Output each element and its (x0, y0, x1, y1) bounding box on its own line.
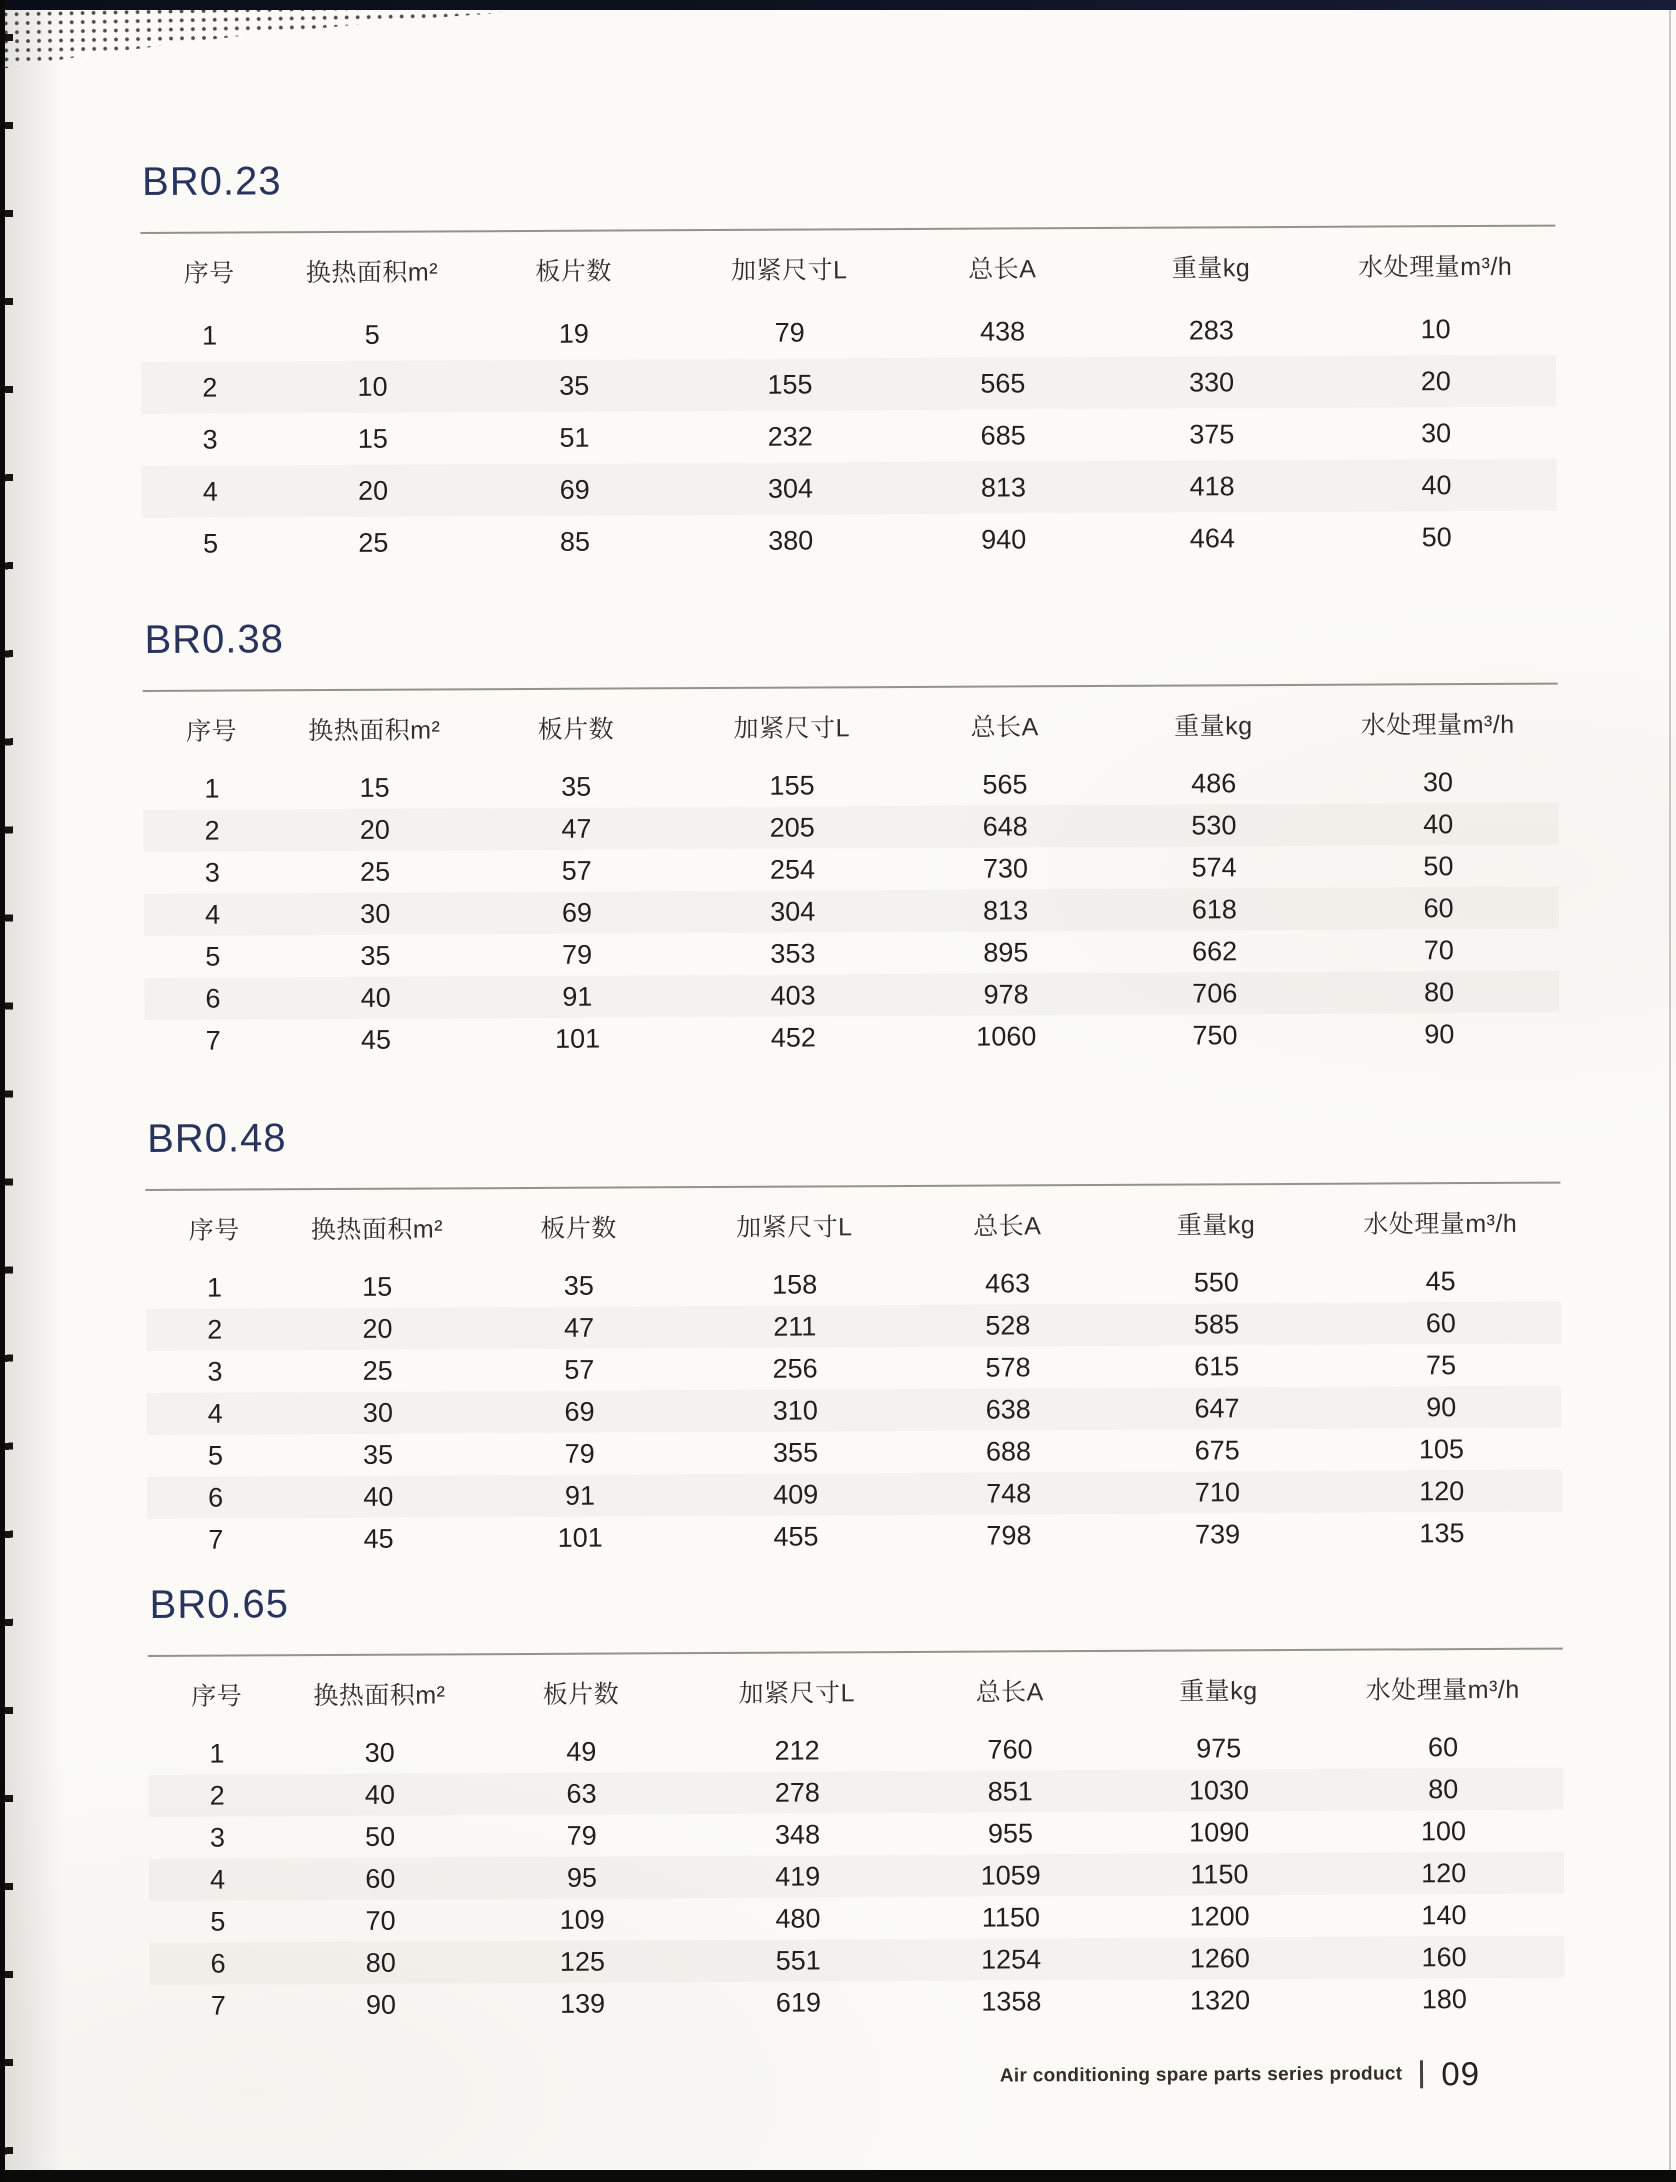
column-header: 水处理量m³/h (1363, 1209, 1518, 1239)
cell: 35 (466, 359, 681, 412)
cell: 464 (1189, 522, 1236, 554)
cell: 30 (284, 1391, 472, 1434)
cell: 254 (769, 853, 816, 885)
cell: 486 (1191, 767, 1237, 799)
table-row (147, 1428, 1562, 1477)
cell: 895 (983, 936, 1029, 968)
cell: 6 (149, 1942, 286, 1985)
cell: 5 (207, 1440, 224, 1471)
cell: 40 (1318, 803, 1559, 846)
cell: 1150 (1115, 1853, 1323, 1896)
cell: 4 (144, 893, 281, 936)
cell: 30 (1422, 766, 1454, 797)
cell: 80 (1319, 971, 1560, 1014)
cell: 750 (1192, 1019, 1238, 1051)
page-footer (150, 2055, 1480, 2100)
table-row (149, 1810, 1564, 1859)
page-content (140, 153, 1565, 2093)
table-row (148, 1768, 1563, 1817)
table-row (145, 1013, 1560, 1062)
cell: 813 (899, 461, 1109, 514)
column-header: 换热面积m² (308, 716, 441, 746)
cell: 60 (286, 1857, 474, 1900)
cell: 256 (772, 1352, 818, 1384)
cell: 79 (774, 317, 805, 348)
column-header: 加紧尺寸L (738, 1679, 856, 1708)
cell: 35 (363, 1439, 394, 1470)
cell: 135 (1419, 1517, 1465, 1548)
column-header: 换热面积m² (313, 1681, 446, 1711)
table-head (145, 1184, 1560, 1267)
cell: 15 (357, 423, 388, 454)
table-head (140, 227, 1555, 310)
cell: 1059 (906, 1854, 1116, 1897)
cell: 63 (474, 1772, 689, 1815)
cell: 940 (981, 523, 1027, 555)
column-header: 板片数 (535, 257, 612, 286)
table-rule (148, 1648, 1565, 2027)
cell: 90 (1424, 1018, 1455, 1049)
cell: 310 (687, 1389, 904, 1432)
cell: 975 (1196, 1732, 1242, 1763)
cell: 3 (209, 1822, 226, 1853)
cell: 20 (283, 1307, 471, 1350)
table-row (149, 1852, 1564, 1901)
cell: 160 (1324, 1936, 1565, 1979)
table-rule (140, 225, 1557, 570)
cell: 158 (772, 1268, 818, 1300)
column-header: 加紧尺寸L (731, 256, 848, 285)
cell: 647 (1113, 1387, 1321, 1430)
cell: 1 (209, 1738, 225, 1769)
cell: 2 (146, 1308, 283, 1351)
product-section (140, 153, 1557, 570)
table-row (144, 845, 1559, 894)
cell: 20 (1315, 355, 1556, 408)
cell: 375 (1189, 418, 1235, 450)
cell: 798 (986, 1519, 1032, 1551)
header-row (145, 1184, 1560, 1267)
section-title: BR0.48 (147, 1116, 287, 1161)
cell: 5 (203, 528, 219, 559)
cell: 4 (146, 1392, 283, 1435)
cell: 278 (689, 1771, 906, 1814)
cell: 15 (362, 1271, 393, 1302)
cell: 45 (363, 1523, 394, 1554)
halftone-dot-pattern (0, 0, 581, 72)
column-header: 水处理量m³/h (1365, 1675, 1520, 1705)
cell: 57 (564, 1354, 595, 1385)
cell: 419 (689, 1855, 906, 1898)
cell: 57 (561, 855, 592, 886)
table-row (146, 1386, 1561, 1435)
cell: 528 (903, 1304, 1113, 1347)
cell: 5 (364, 319, 380, 350)
cell: 50 (1423, 850, 1454, 881)
cell: 452 (770, 1021, 816, 1053)
cell: 3 (204, 857, 220, 888)
cell: 978 (901, 973, 1111, 1016)
cell: 50 (1421, 521, 1452, 552)
header-row (140, 227, 1555, 310)
table-row (146, 1344, 1561, 1393)
cell: 40 (282, 976, 470, 1019)
cell: 125 (475, 1940, 690, 1983)
cell: 15 (359, 772, 390, 803)
sections-container (140, 153, 1565, 2027)
footer-divider (1420, 2060, 1423, 2088)
table-row (142, 511, 1557, 570)
cell: 47 (469, 807, 684, 850)
column-header: 重量kg (1174, 712, 1253, 741)
table-body (146, 1260, 1563, 1561)
table-body (141, 303, 1557, 570)
spec-table (145, 1184, 1562, 1561)
cell: 5 (205, 941, 221, 972)
cell: 51 (559, 422, 590, 453)
cell: 638 (903, 1388, 1113, 1431)
cell: 30 (281, 892, 469, 935)
column-header: 加紧尺寸L (733, 714, 851, 743)
cell: 304 (684, 890, 901, 933)
cell: 675 (1194, 1434, 1240, 1465)
table-rule (143, 683, 1560, 1062)
cell: 109 (559, 1904, 605, 1935)
cell: 120 (1321, 1470, 1562, 1513)
cell: 1060 (976, 1020, 1037, 1052)
table-row (146, 1260, 1561, 1309)
table-row (141, 303, 1556, 362)
cell: 648 (900, 805, 1110, 848)
table-head (148, 1650, 1563, 1733)
column-header: 换热面积m² (305, 258, 439, 288)
cell: 139 (560, 1988, 606, 2019)
cell: 25 (358, 527, 389, 558)
header-row (148, 1650, 1563, 1733)
table-row (149, 1936, 1564, 1985)
cell: 40 (1316, 459, 1557, 512)
cell: 45 (1425, 1265, 1456, 1296)
cell: 49 (566, 1736, 597, 1767)
cell: 1260 (1116, 1937, 1324, 1980)
cell: 79 (562, 939, 593, 970)
cell: 1254 (906, 1938, 1116, 1981)
cell: 2 (148, 1774, 285, 1817)
cell: 565 (898, 357, 1108, 410)
table-row (147, 1512, 1562, 1561)
cell: 688 (985, 1435, 1032, 1467)
spec-table (143, 685, 1560, 1062)
cell: 70 (365, 1905, 396, 1936)
cell: 95 (474, 1856, 689, 1899)
cell: 101 (554, 1023, 601, 1054)
table-rule (145, 1182, 1562, 1561)
cell: 438 (980, 315, 1026, 347)
cell: 1090 (1189, 1816, 1250, 1848)
cell: 615 (1194, 1350, 1240, 1381)
product-section (145, 1110, 1562, 1561)
column-header: 总长A (975, 1678, 1044, 1707)
column-header: 序号 (183, 259, 235, 288)
product-section (147, 1576, 1564, 2027)
cell: 10 (278, 360, 466, 413)
cell: 685 (980, 419, 1026, 451)
column-header: 重量kg (1176, 1211, 1256, 1240)
cell: 69 (472, 1390, 687, 1433)
cell: 35 (561, 771, 592, 802)
cell: 7 (208, 1524, 224, 1555)
cell: 353 (770, 937, 816, 969)
cell: 730 (982, 852, 1029, 884)
cell: 2 (141, 361, 279, 414)
column-header: 总长A (970, 713, 1039, 742)
cell: 19 (558, 318, 589, 349)
cell: 550 (1193, 1266, 1239, 1297)
cell: 455 (773, 1520, 819, 1552)
spec-table (148, 1650, 1565, 2027)
header-row (143, 685, 1558, 768)
cell: 739 (1195, 1518, 1241, 1549)
cell: 155 (682, 358, 899, 411)
column-header: 总长A (968, 255, 1037, 284)
cell: 40 (286, 1773, 474, 1816)
cell: 50 (365, 1821, 396, 1852)
cell: 35 (563, 1270, 594, 1301)
column-header: 板片数 (537, 715, 615, 744)
column-header: 加紧尺寸L (736, 1213, 853, 1242)
cell: 3 (207, 1356, 223, 1387)
scan-right-edge-line (1669, 10, 1671, 2170)
table-row (143, 803, 1558, 852)
cell: 4 (142, 465, 280, 518)
cell: 40 (284, 1475, 472, 1518)
cell: 105 (1418, 1433, 1465, 1464)
table-row (141, 355, 1556, 414)
page-number: 09 (1441, 2055, 1481, 2093)
cell: 155 (769, 769, 815, 801)
cell: 60 (1318, 887, 1559, 930)
cell: 100 (1420, 1815, 1467, 1846)
column-header: 序号 (191, 1682, 243, 1711)
cell: 7 (205, 1025, 221, 1056)
cell: 85 (559, 526, 591, 557)
cell: 585 (1112, 1303, 1320, 1346)
column-header: 总长A (973, 1212, 1042, 1241)
cell: 355 (772, 1436, 819, 1468)
section-title: BR0.38 (144, 617, 285, 662)
cell: 20 (281, 808, 469, 851)
cell: 565 (982, 768, 1028, 800)
cell: 418 (1108, 460, 1316, 513)
table-row (150, 1978, 1565, 2027)
cell: 1200 (1189, 1900, 1250, 1932)
cell: 211 (687, 1305, 904, 1348)
cell: 851 (905, 1770, 1115, 1813)
cell: 45 (360, 1024, 392, 1055)
footer-caption: Air conditioning spare parts series product (999, 2063, 1403, 2087)
column-header: 板片数 (540, 1214, 617, 1243)
cell: 70 (1423, 934, 1454, 965)
cell: 1 (201, 320, 218, 351)
cell: 760 (987, 1733, 1033, 1765)
cell: 25 (362, 1355, 393, 1386)
cell: 140 (1421, 1899, 1467, 1930)
table-body (143, 761, 1560, 1062)
spec-table (140, 227, 1557, 570)
table-row (141, 407, 1556, 466)
section-title: BR0.23 (141, 159, 282, 204)
cell: 530 (1110, 804, 1318, 847)
cell: 662 (1191, 935, 1238, 967)
table-head (143, 685, 1558, 768)
cell: 91 (470, 975, 685, 1018)
cell: 813 (901, 889, 1111, 932)
scan-left-torn-edge (0, 0, 5, 2182)
scan-bottom-edge (0, 2170, 1676, 2182)
cell: 710 (1113, 1471, 1321, 1514)
cell: 79 (564, 1438, 595, 1469)
cell: 6 (144, 977, 281, 1020)
table-body (148, 1726, 1565, 2027)
cell: 69 (469, 891, 684, 934)
cell: 35 (360, 940, 391, 971)
cell: 574 (1191, 851, 1237, 883)
table-row (147, 1470, 1562, 1519)
table-row (146, 1302, 1561, 1351)
cell: 101 (557, 1522, 603, 1553)
table-row (144, 887, 1559, 936)
scan-top-edge (0, 0, 1676, 10)
cell: 403 (685, 974, 902, 1017)
cell: 1 (204, 773, 220, 804)
cell: 1320 (1189, 1984, 1251, 2016)
cell: 380 (768, 524, 814, 556)
column-header: 板片数 (542, 1680, 620, 1709)
cell: 409 (687, 1473, 904, 1516)
cell: 91 (472, 1474, 687, 1517)
table-row (143, 761, 1558, 810)
column-header: 序号 (186, 717, 238, 746)
cell: 578 (985, 1351, 1031, 1383)
cell: 60 (1427, 1731, 1459, 1762)
cell: 75 (1425, 1349, 1457, 1380)
cell: 90 (1321, 1386, 1562, 1429)
cell: 90 (365, 1989, 397, 2020)
cell: 3 (202, 424, 218, 455)
cell: 1 (206, 1272, 223, 1303)
cell: 30 (364, 1737, 395, 1768)
cell: 283 (1188, 314, 1234, 346)
table-row (144, 929, 1559, 978)
cell: 30 (1421, 417, 1452, 448)
cell: 5 (210, 1906, 226, 1937)
cell: 60 (1320, 1302, 1561, 1345)
section-title: BR0.65 (149, 1582, 290, 1627)
cell: 480 (775, 1902, 821, 1934)
table-row (142, 459, 1557, 518)
product-section (142, 611, 1559, 1062)
cell: 25 (359, 856, 391, 887)
table-row (148, 1726, 1563, 1775)
cell: 463 (984, 1267, 1031, 1299)
cell: 2 (143, 809, 280, 852)
cell: 748 (904, 1472, 1114, 1515)
cell: 1150 (981, 1901, 1041, 1933)
cell: 6 (147, 1476, 284, 1519)
cell: 120 (1323, 1852, 1564, 1895)
column-header: 序号 (188, 1216, 240, 1245)
table-row (149, 1894, 1564, 1943)
cell: 47 (471, 1306, 686, 1349)
cell: 69 (467, 463, 682, 516)
cell: 205 (684, 806, 901, 849)
cell: 1030 (1115, 1769, 1323, 1812)
cell: 348 (774, 1818, 821, 1850)
column-header: 水处理量m³/h (1358, 252, 1513, 282)
cell: 706 (1111, 972, 1319, 1015)
cell: 80 (287, 1941, 475, 1984)
cell: 212 (774, 1734, 820, 1766)
cell: 1358 (981, 1985, 1042, 2017)
column-header: 换热面积m² (310, 1215, 444, 1245)
column-header: 重量kg (1171, 254, 1251, 283)
column-header: 水处理量m³/h (1360, 710, 1515, 740)
cell: 10 (1420, 313, 1451, 344)
table-row (144, 971, 1559, 1020)
cell: 232 (767, 420, 813, 452)
cell: 330 (1107, 356, 1315, 409)
cell: 79 (566, 1820, 597, 1851)
cell: 955 (987, 1817, 1034, 1849)
binding-shadow (5, 0, 63, 2182)
cell: 7 (210, 1990, 226, 2021)
cell: 304 (682, 462, 899, 515)
cell: 80 (1323, 1768, 1564, 1811)
cell: 4 (149, 1858, 286, 1901)
cell: 20 (279, 464, 467, 517)
cell: 619 (775, 1986, 822, 2018)
column-header: 重量kg (1179, 1677, 1258, 1706)
cell: 180 (1421, 1983, 1467, 2014)
cell: 551 (690, 1939, 907, 1982)
cell: 618 (1110, 888, 1318, 931)
